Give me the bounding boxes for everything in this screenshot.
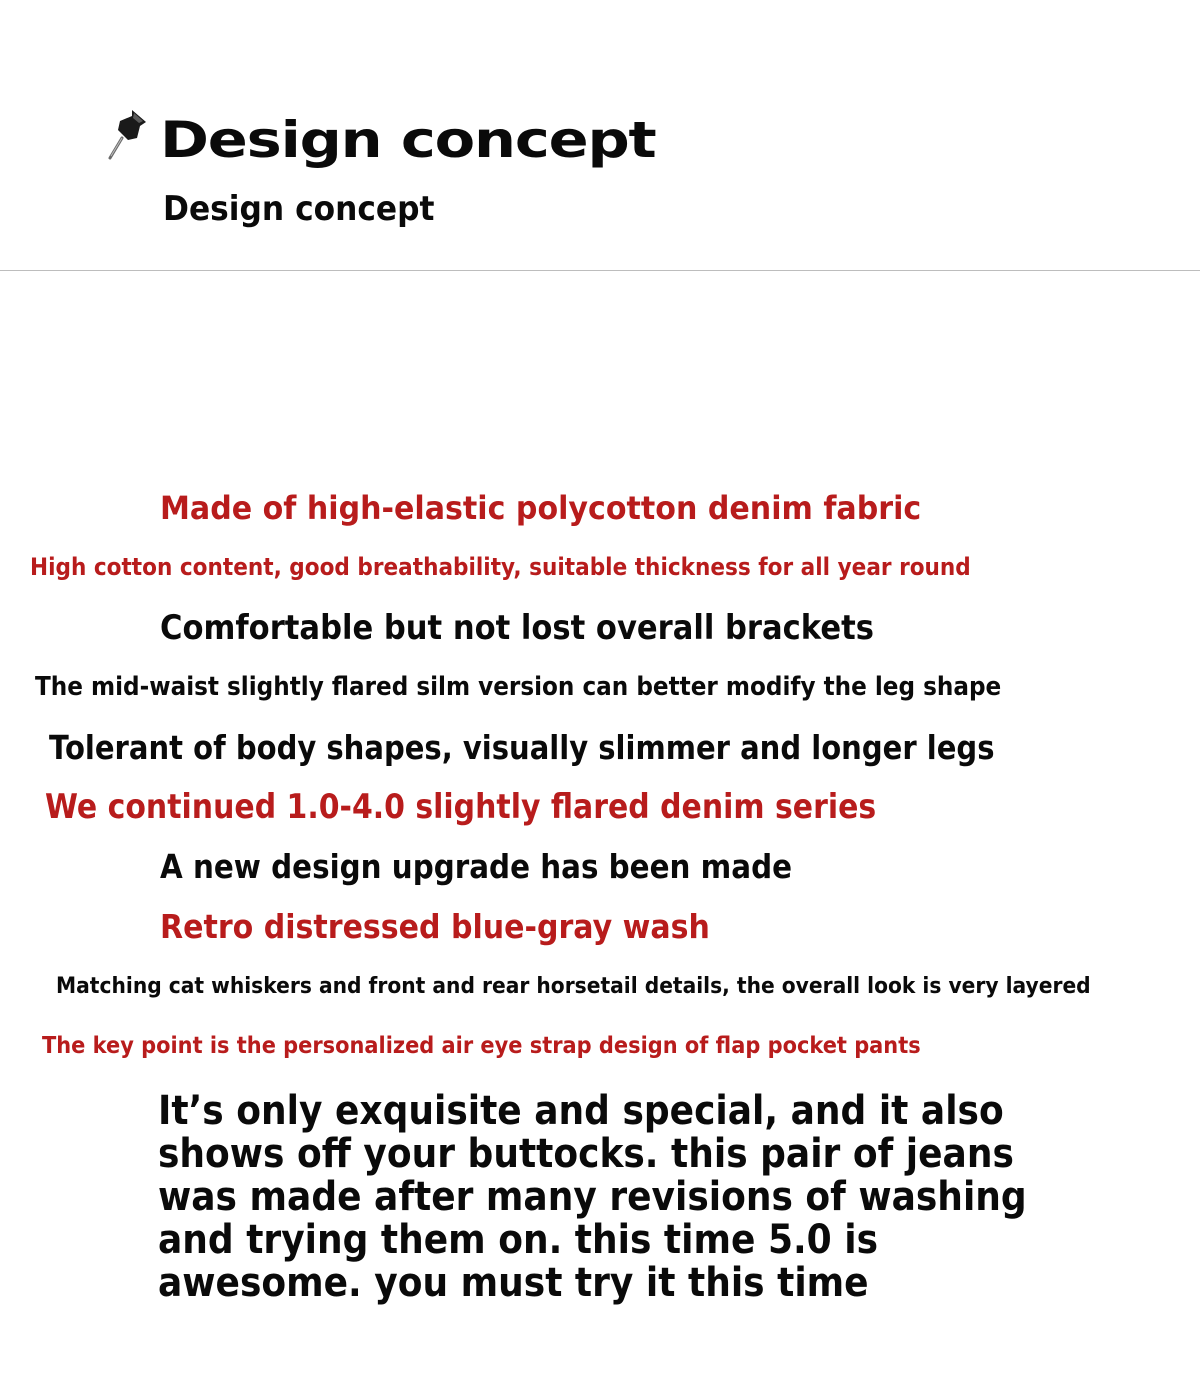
feature-line-comfort: Comfortable but not lost overall brackets	[160, 608, 874, 648]
closing-line: It’s only exquisite and special, and it also	[158, 1088, 1004, 1134]
feature-line-details: Matching cat whiskers and front and rear horsetail details, the overall look is very layered	[56, 974, 1091, 999]
closing-line: shows off your buttocks. this pair of jeans	[158, 1131, 1014, 1177]
page-subtitle: Design concept	[163, 189, 435, 229]
closing-paragraph	[158, 1088, 1027, 1306]
closing-line: and trying them on. this time 5.0 is	[158, 1217, 879, 1263]
pushpin-icon	[106, 108, 150, 162]
feature-line-cotton: High cotton content, good breathability, suitable thickness for all year round	[30, 553, 971, 581]
closing-line: awesome. you must try it this time	[158, 1260, 869, 1306]
header-divider	[0, 270, 1200, 271]
feature-line-series: We continued 1.0-4.0 slightly flared denim series	[45, 787, 877, 827]
feature-line-pocket: The key point is the personalized air eye strap design of flap pocket pants	[42, 1033, 921, 1059]
closing-line: was made after many revisions of washing	[158, 1174, 1027, 1220]
feature-line-wash: Retro distressed blue-gray wash	[160, 907, 710, 946]
page-header	[0, 0, 1200, 272]
page-title: Design concept	[160, 111, 656, 169]
feature-line-shape: Tolerant of body shapes, visually slimmer and longer legs	[49, 728, 995, 767]
feature-line-upgrade: A new design upgrade has been made	[160, 847, 793, 886]
feature-line-fit: The mid-waist slightly flared silm version can better modify the leg shape	[35, 672, 1002, 702]
feature-line-fabric: Made of high-elastic polycotton denim fabric	[160, 489, 922, 527]
